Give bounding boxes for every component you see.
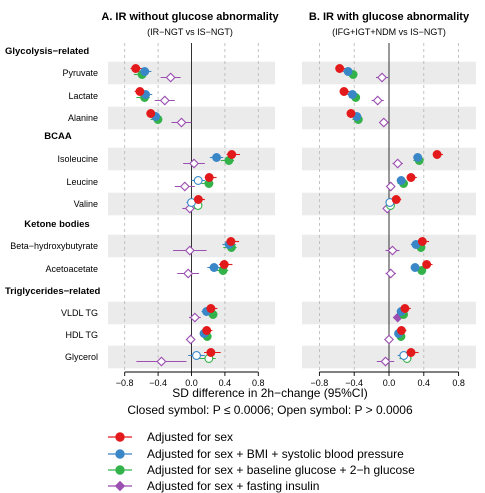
point-marker: [207, 305, 215, 313]
row-label: VLDL TG: [60, 308, 98, 318]
point-marker: [194, 196, 202, 204]
x-tick-label: 0.4: [417, 378, 431, 388]
legend-marker: [116, 433, 124, 441]
panel-a-subtitle: (IR−NGT vs IS−NGT): [147, 27, 233, 37]
x-tick-label: −0.4: [149, 378, 167, 388]
point-marker: [340, 88, 348, 96]
row-label: HDL TG: [65, 330, 98, 340]
panel-a-title: A. IR without glucose abnormality: [101, 11, 279, 23]
point-marker: [205, 174, 213, 182]
point-marker: [227, 238, 235, 246]
row-label: Acetoacetate: [45, 264, 98, 274]
x-axis-label: SD difference in 2h−change (95%CI): [172, 386, 368, 400]
row-label: Beta−hydroxybutyrate: [10, 241, 98, 251]
point-marker: [392, 196, 400, 204]
point-marker: [387, 269, 395, 277]
group-label: Triglycerides−related: [5, 286, 101, 297]
panel-b-title: B. IR with glucose abnormality: [308, 11, 470, 23]
plot-layer: [5, 43, 476, 388]
x-tick-label: −0.4: [345, 378, 364, 388]
point-marker: [400, 352, 408, 360]
row-label: Glycerol: [64, 352, 98, 362]
point-marker: [407, 174, 415, 182]
point-marker: [344, 68, 352, 76]
point-marker: [373, 96, 381, 104]
point-marker: [141, 68, 149, 76]
point-marker: [407, 349, 415, 357]
point-marker: [414, 154, 422, 162]
point-marker: [385, 335, 393, 343]
point-marker: [147, 110, 155, 118]
point-marker: [193, 352, 201, 360]
legend-label: Adjusted for sex: [147, 430, 234, 444]
row-label: Alanine: [67, 113, 98, 123]
legend-label: Adjusted for sex + baseline glucose + 2−h glucose: [147, 463, 415, 477]
panel-b-header: [309, 11, 470, 37]
panel-b-subtitle: (IFG+IGT+NDM vs IS−NGT): [332, 27, 446, 37]
point-marker: [207, 349, 215, 357]
point-marker: [213, 154, 221, 162]
x-tick-label: 0.0: [185, 378, 198, 388]
point-marker: [194, 177, 202, 185]
point-marker: [181, 182, 189, 190]
point-marker: [401, 305, 409, 313]
x-tick-label: −0.8: [115, 378, 134, 388]
point-marker: [349, 91, 357, 99]
point-marker: [220, 261, 228, 269]
row-label: Pyruvate: [62, 68, 98, 78]
point-marker: [387, 182, 395, 190]
point-marker: [397, 177, 405, 185]
point-marker: [228, 151, 236, 159]
point-marker: [336, 65, 344, 73]
legend-marker: [116, 482, 125, 491]
point-marker: [411, 264, 419, 272]
legend-marker: [116, 450, 124, 458]
row-label: Isoleucine: [57, 154, 98, 164]
panel-a: [108, 43, 275, 388]
x-tick-label: 0.8: [452, 378, 465, 388]
row-label: Lactate: [68, 91, 98, 101]
x-tick-label: 0.8: [252, 378, 265, 388]
group-label: Ketone bodies: [24, 219, 90, 230]
point-marker: [132, 65, 140, 73]
group-label: Glycolysis−related: [5, 46, 90, 57]
legend-label: Adjusted for sex + fasting insulin: [147, 479, 320, 493]
row-label: Valine: [73, 199, 98, 209]
point-marker: [161, 96, 169, 104]
group-label: BCAA: [44, 131, 72, 142]
legend: [108, 430, 415, 493]
legend-marker: [116, 466, 124, 474]
x-tick-label: −0.8: [310, 378, 329, 388]
point-marker: [203, 327, 211, 335]
point-marker: [210, 264, 218, 272]
x-tick-label: 0.0: [382, 378, 396, 388]
point-marker: [398, 327, 406, 335]
point-marker: [418, 238, 426, 246]
point-marker: [347, 110, 355, 118]
point-marker: [186, 335, 194, 343]
x-tick-label: 0.4: [218, 378, 232, 388]
panel-a-header: [101, 11, 279, 37]
point-marker: [433, 151, 441, 159]
legend-label: Adjusted for sex + BMI + systolic blood pressure: [147, 447, 404, 461]
point-marker: [136, 88, 144, 96]
point-marker: [423, 261, 431, 269]
row-label: Leucine: [66, 177, 98, 187]
x-axis-note: Closed symbol: P ≤ 0.0006; Open symbol: P > 0.0006: [127, 403, 413, 417]
panel-b: [302, 43, 476, 388]
